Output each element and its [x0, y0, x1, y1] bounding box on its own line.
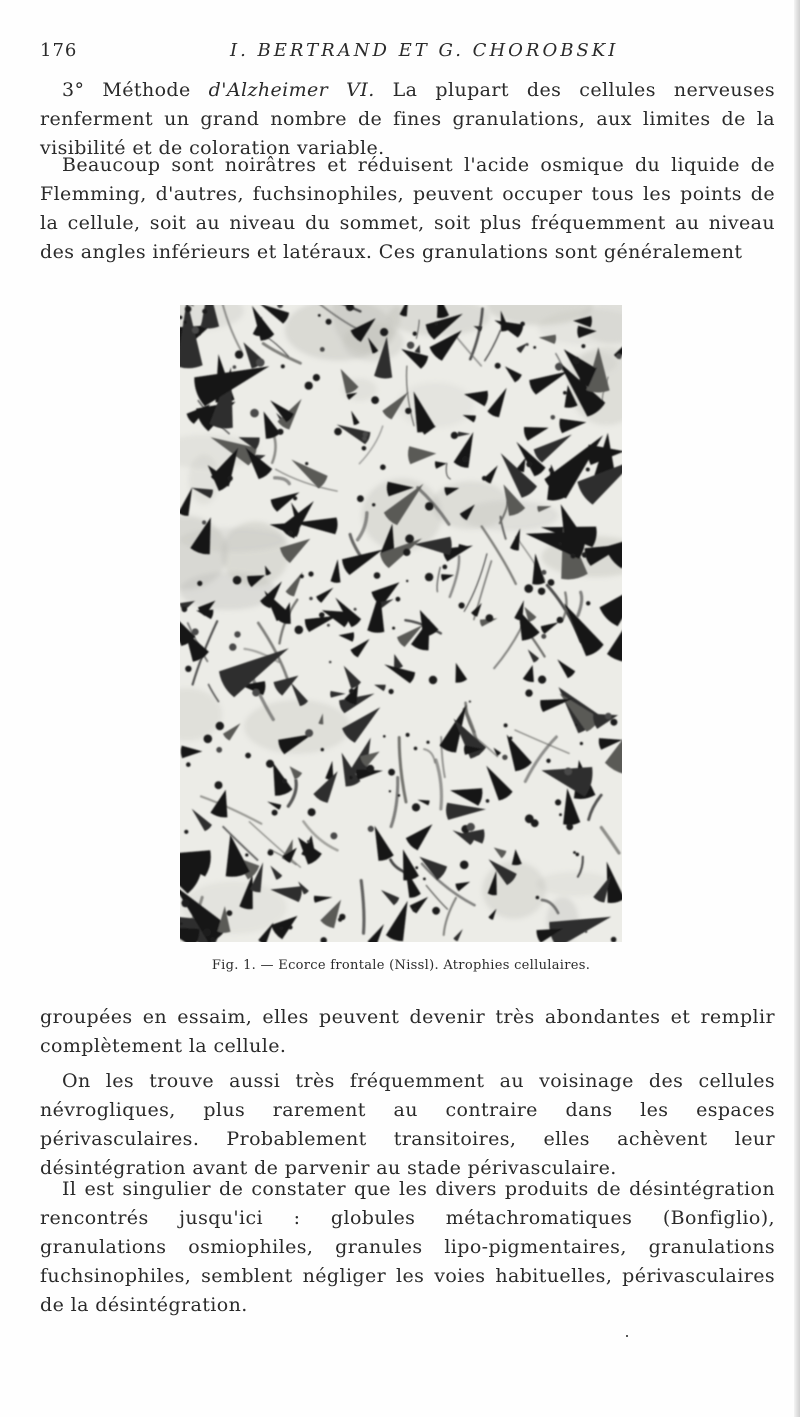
granule-dot	[398, 794, 401, 797]
granule-dot	[202, 309, 207, 314]
granule-dot	[281, 364, 285, 368]
granule-dot	[524, 584, 533, 593]
granule-dot	[426, 741, 429, 744]
granule-dot	[563, 391, 567, 395]
granule-dot	[320, 347, 325, 352]
granule-dot	[371, 396, 379, 404]
page-number: 176	[40, 40, 78, 61]
granule-dot	[227, 910, 233, 916]
granule-dot	[538, 676, 546, 684]
granule-dot	[549, 468, 554, 473]
granule-dot	[245, 753, 251, 759]
granule-dot	[541, 634, 546, 639]
granule-dot	[425, 502, 434, 511]
granule-dot	[288, 530, 294, 536]
granule-dot	[383, 735, 386, 738]
granule-dot	[467, 823, 475, 831]
granule-dot	[564, 768, 572, 776]
granule-dot	[616, 354, 621, 359]
granule-dot	[573, 851, 576, 854]
granule-dot	[268, 850, 274, 856]
granule-dot	[321, 748, 324, 751]
granule-dot	[368, 826, 374, 832]
method-name: d'Alzheimer VI.	[208, 79, 375, 101]
granule-dot	[533, 346, 536, 349]
granule-dot	[180, 922, 183, 925]
granule-dot	[338, 918, 342, 922]
granule-dot	[197, 581, 202, 586]
granule-dot	[272, 810, 278, 816]
granule-dot	[354, 608, 357, 611]
granule-dot	[216, 747, 222, 753]
granule-dot	[495, 363, 501, 369]
granule-dot	[288, 925, 292, 929]
granule-dot	[182, 607, 188, 613]
granule-dot	[566, 823, 573, 830]
granule-dot	[557, 617, 564, 624]
granule-dot	[305, 462, 308, 465]
granule-dot	[305, 382, 313, 390]
granule-dot	[548, 579, 555, 586]
granule-dot	[233, 576, 242, 585]
granule-dot	[415, 866, 418, 869]
granule-dot	[374, 572, 381, 579]
granule-dot	[586, 468, 590, 472]
granule-dot	[192, 628, 199, 635]
granule-dot	[318, 314, 321, 317]
granule-dot	[558, 542, 562, 546]
haze-patch	[397, 382, 473, 428]
granule-dot	[305, 729, 313, 737]
granule-dot	[227, 475, 233, 481]
granule-dot	[308, 571, 313, 576]
granule-dot	[605, 713, 612, 720]
granule-dot	[229, 643, 236, 650]
figure-micrograph	[180, 305, 622, 942]
granule-dot	[520, 322, 525, 327]
granule-dot	[469, 700, 471, 702]
granule-dot	[555, 363, 563, 371]
granule-dot	[582, 552, 588, 558]
granule-dot	[362, 446, 367, 451]
granule-dot	[570, 553, 576, 559]
granule-dot	[407, 342, 414, 349]
granule-dot	[250, 409, 259, 418]
granule-dot	[432, 907, 440, 915]
granule-dot	[460, 861, 469, 870]
method-number: 3° Méthode	[62, 79, 209, 101]
granule-dot	[380, 464, 386, 470]
granule-dot	[233, 365, 237, 369]
granule-dot	[405, 534, 414, 543]
granule-dot	[252, 689, 260, 697]
page-edge-shadow	[794, 0, 800, 1417]
granule-dot	[389, 689, 394, 694]
granule-dot	[210, 937, 215, 942]
granule-dot	[319, 612, 325, 618]
granule-dot	[245, 853, 248, 856]
granule-dot	[349, 776, 353, 780]
granule-dot	[559, 813, 562, 816]
granule-dot	[526, 461, 532, 467]
granule-dot	[293, 496, 297, 500]
granule-dot	[412, 803, 420, 811]
granule-dot	[541, 570, 546, 575]
granule-dot	[442, 565, 447, 570]
granule-dot	[309, 597, 313, 601]
granule-dot	[329, 661, 332, 664]
granule-dot	[307, 840, 310, 843]
granule-dot	[334, 428, 342, 436]
granule-dot	[203, 928, 212, 937]
granule-dot	[186, 762, 191, 767]
granule-dot	[502, 755, 507, 760]
granule-dot	[181, 899, 189, 907]
method-description: La plupart des cellules nerveuses renferment un grand nombre de fines granulations, aux limites de la visibilité et de coloration variable.	[40, 79, 775, 159]
granule-dot	[526, 343, 529, 346]
granule-dot	[183, 320, 187, 324]
granule-dot	[406, 580, 408, 582]
granule-dot	[366, 765, 374, 773]
micrograph-image	[180, 305, 622, 942]
granule-dot	[580, 742, 583, 745]
granule-dot	[525, 689, 532, 696]
granule-dot	[576, 853, 580, 857]
granule-dot	[459, 602, 465, 608]
granule-dot	[295, 626, 304, 635]
granule-dot	[509, 737, 512, 740]
paragraph-continuation: groupées en essaim, elles peuvent devenir très abondantes et remplir complètement la cellule.	[40, 1006, 775, 1057]
granule-dot	[277, 429, 283, 435]
granule-dot	[451, 432, 458, 439]
stray-mark	[626, 1335, 628, 1337]
granule-dot	[282, 778, 287, 783]
granule-dot	[504, 723, 508, 727]
granule-dot	[389, 790, 391, 792]
granule-dot	[362, 436, 367, 441]
granule-dot	[538, 588, 545, 595]
figure-caption: Fig. 1. — Ecorce frontale (Nissl). Atrophies cellulaires.	[211, 958, 591, 973]
granule-dot	[380, 328, 388, 336]
granule-dot	[572, 357, 580, 365]
granule-dot	[327, 624, 330, 627]
granule-dot	[202, 520, 206, 524]
granule-dot	[405, 408, 411, 414]
granule-dot	[308, 808, 316, 816]
granule-dot	[581, 344, 585, 348]
granule-dot	[235, 350, 243, 358]
granule-dot	[403, 548, 411, 556]
granule-dot	[406, 733, 410, 737]
granule-dot	[392, 627, 395, 630]
granule-dot	[546, 759, 550, 763]
granule-dot	[531, 819, 539, 827]
granule-dot	[412, 907, 417, 912]
granule-dot	[414, 747, 418, 751]
paragraph-disintegration: Il est singulier de constater que les divers produits de désintégration rencontrés jusqu'ici : globules métachromatiques (Bonfiglio), granulations osmiophiles, granules lipo-pigmentaires, granulations fuchsinophiles, semblent négliger les voies habituelles, périvasculaires de la désintégration.	[40, 1178, 775, 1316]
granule-dot	[423, 878, 426, 881]
granule-dot	[185, 666, 191, 672]
granule-dot	[429, 676, 437, 684]
granule-dot	[388, 769, 395, 776]
granule-dot	[184, 830, 188, 834]
granule-dot	[204, 735, 213, 744]
granule-dot	[486, 614, 494, 622]
granule-dot	[300, 574, 304, 578]
granule-dot	[313, 374, 320, 381]
running-head	[40, 40, 780, 64]
granule-dot	[575, 724, 577, 726]
granule-dot	[434, 321, 439, 326]
granule-dot	[363, 432, 368, 437]
haze-patch	[244, 700, 350, 754]
granule-dot	[555, 799, 561, 805]
granule-dot	[216, 722, 224, 730]
granule-dot	[536, 896, 540, 900]
granule-dot	[586, 601, 590, 605]
paragraph-neuroglia: On les trouve aussi très fréquemment au voisinage des cellules névrogliques, plus rarement au contraire dans les espaces périvasculaires. Probablement transitoires, elles achèvent leur désintégration avant de parvenir au stade périvasculaire.	[40, 1070, 775, 1179]
granule-dot	[610, 719, 617, 726]
granule-dot	[585, 930, 588, 933]
neuron-cell	[180, 927, 199, 942]
granule-dot	[413, 332, 417, 336]
granule-dot	[372, 503, 375, 506]
running-title: I. BERTRAND ET G. CHOROBSKI	[230, 40, 619, 61]
granule-dot	[256, 358, 265, 367]
paragraph-method	[40, 76, 775, 163]
granule-dot	[357, 495, 364, 502]
paragraph-granulations: Beaucoup sont noirâtres et réduisent l'acide osmique du liquide de Flemming, d'autres, fuchsinophiles, peuvent occuper tous les points de la cellule, soit au niveau du sommet, soit plus fréquemment au niveau des angles inférieurs et latéraux. Ces granulations sont généralement	[40, 154, 775, 263]
granule-dot	[551, 415, 556, 420]
granule-dot	[425, 573, 433, 581]
granule-dot	[462, 456, 469, 463]
granule-dot	[482, 476, 487, 481]
granule-dot	[279, 926, 283, 930]
granule-dot	[234, 631, 240, 637]
granule-dot	[192, 327, 199, 334]
granule-dot	[185, 306, 192, 313]
granule-dot	[326, 319, 332, 325]
granule-dot	[486, 799, 490, 803]
granule-dot	[215, 781, 223, 789]
granule-dot	[396, 597, 401, 602]
granule-dot	[349, 689, 354, 694]
granule-dot	[330, 832, 337, 839]
granule-dot	[266, 760, 274, 768]
